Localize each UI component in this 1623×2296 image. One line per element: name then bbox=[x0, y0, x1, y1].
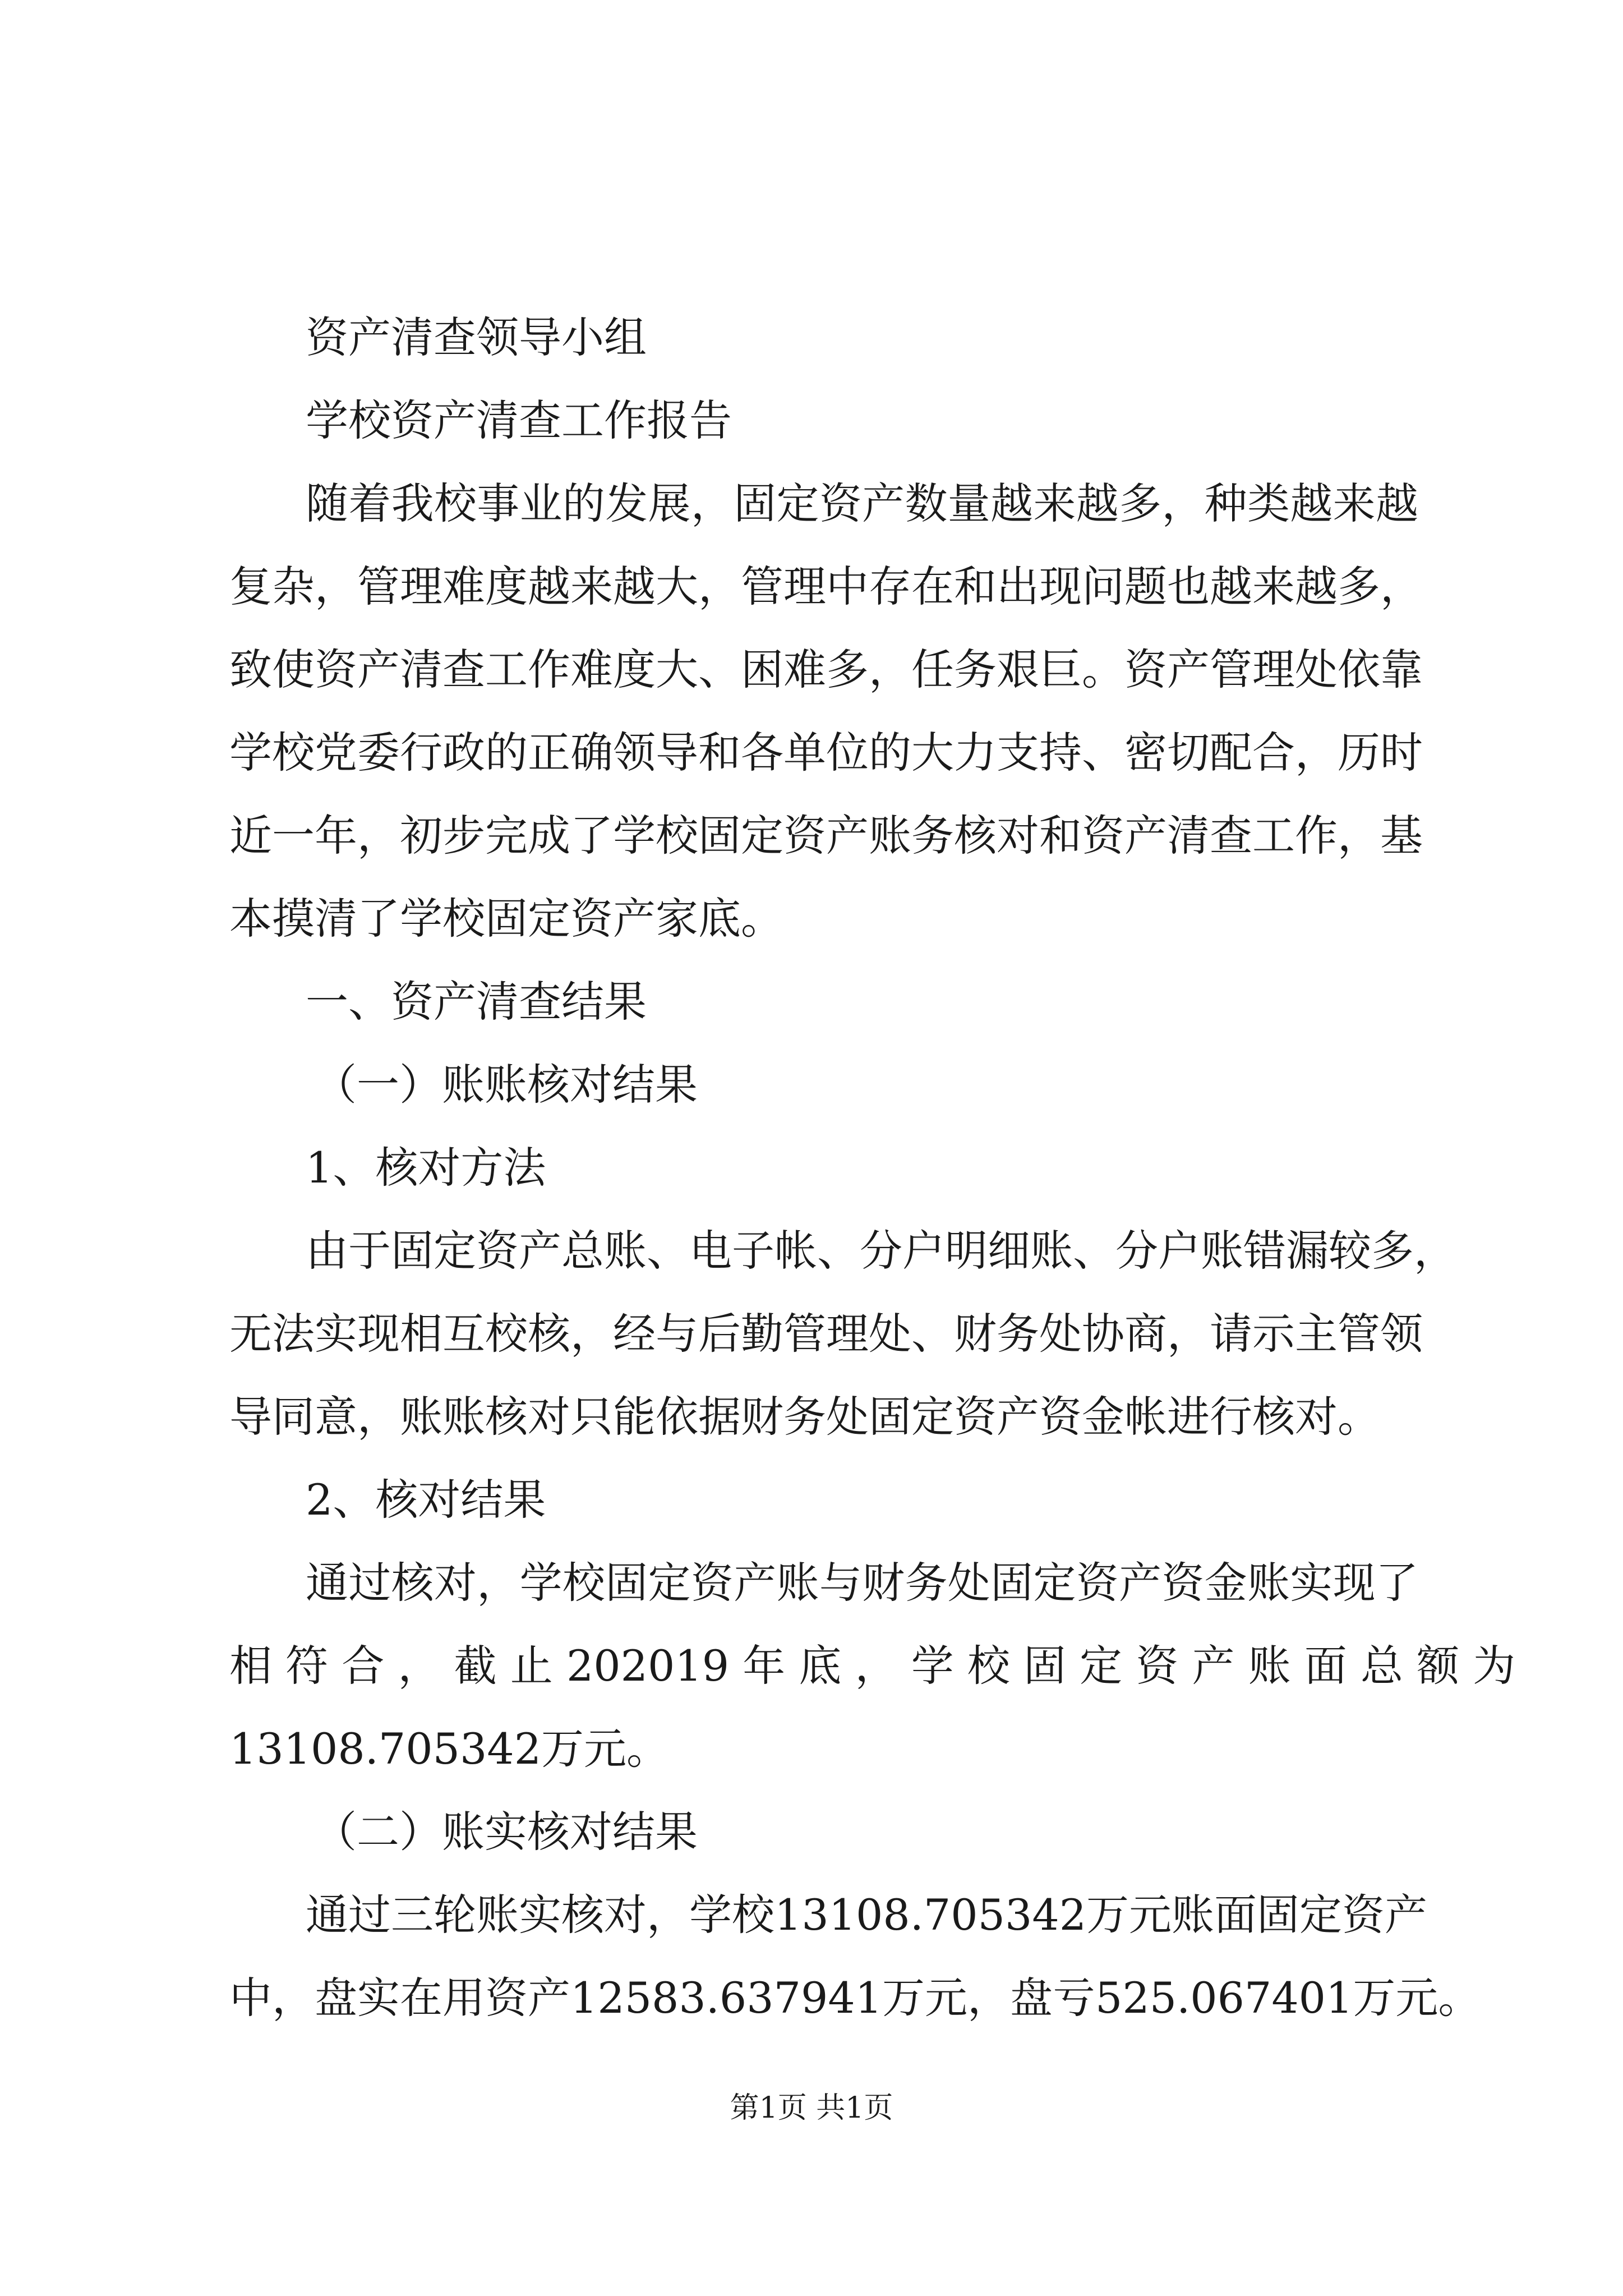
reconcile-line-1: 通过三轮账实核对，学校13108.705342万元账面固定资产 bbox=[306, 1890, 1428, 1940]
document-title: 学校资产清查工作报告 bbox=[306, 395, 732, 445]
result-line-3: 13108.705342万元。 bbox=[229, 1724, 670, 1774]
sub-heading-2: （二）账实核对结果 bbox=[314, 1807, 698, 1857]
result-line-1: 通过核对，学校固定资产账与财务处固定资产资金账实现了 bbox=[306, 1558, 1418, 1608]
reconcile-line-2: 中，盘实在用资产12583.637941万元，盘亏525.067401万元。 bbox=[229, 1973, 1481, 2023]
result-line-2: 相 符 合 ， 截 止 202019 年 底 ， 学 校 固 定 资 产 账 面 总 额 为 bbox=[229, 1641, 1516, 1691]
section-heading-1: 一、资产清查结果 bbox=[306, 977, 647, 1027]
intro-line-4: 学校党委行政的正确领导和各单位的大力支持、密切配合，历时 bbox=[229, 728, 1423, 777]
method-line-3: 导同意，账账核对只能依据财务处固定资产资金帐进行核对。 bbox=[229, 1392, 1380, 1442]
intro-line-2: 复杂，管理难度越来越大，管理中存在和出现问题也越来越多， bbox=[229, 562, 1423, 611]
intro-line-1: 随着我校事业的发展，固定资产数量越来越多，种类越来越 bbox=[306, 478, 1418, 528]
page-number-footer: 第1页 共1页 bbox=[730, 2091, 893, 2125]
intro-line-3: 致使资产清查工作难度大、困难多，任务艰巨。资产管理处依靠 bbox=[229, 645, 1423, 694]
heading-group-name: 资产清查领导小组 bbox=[306, 312, 647, 362]
item-heading-result: 2、核对结果 bbox=[306, 1475, 546, 1525]
sub-heading-1: （一）账账核对结果 bbox=[314, 1060, 698, 1110]
item-heading-method: 1、核对方法 bbox=[306, 1143, 546, 1193]
intro-line-6: 本摸清了学校固定资产家底。 bbox=[229, 894, 783, 944]
method-line-2: 无法实现相互校核，经与后勤管理处、财务处协商，请示主管领 bbox=[229, 1309, 1423, 1359]
method-line-1: 由于固定资产总账、电子帐、分户明细账、分户账错漏较多， bbox=[306, 1226, 1456, 1276]
intro-line-5: 近一年，初步完成了学校固定资产账务核对和资产清查工作，基 bbox=[229, 811, 1423, 861]
